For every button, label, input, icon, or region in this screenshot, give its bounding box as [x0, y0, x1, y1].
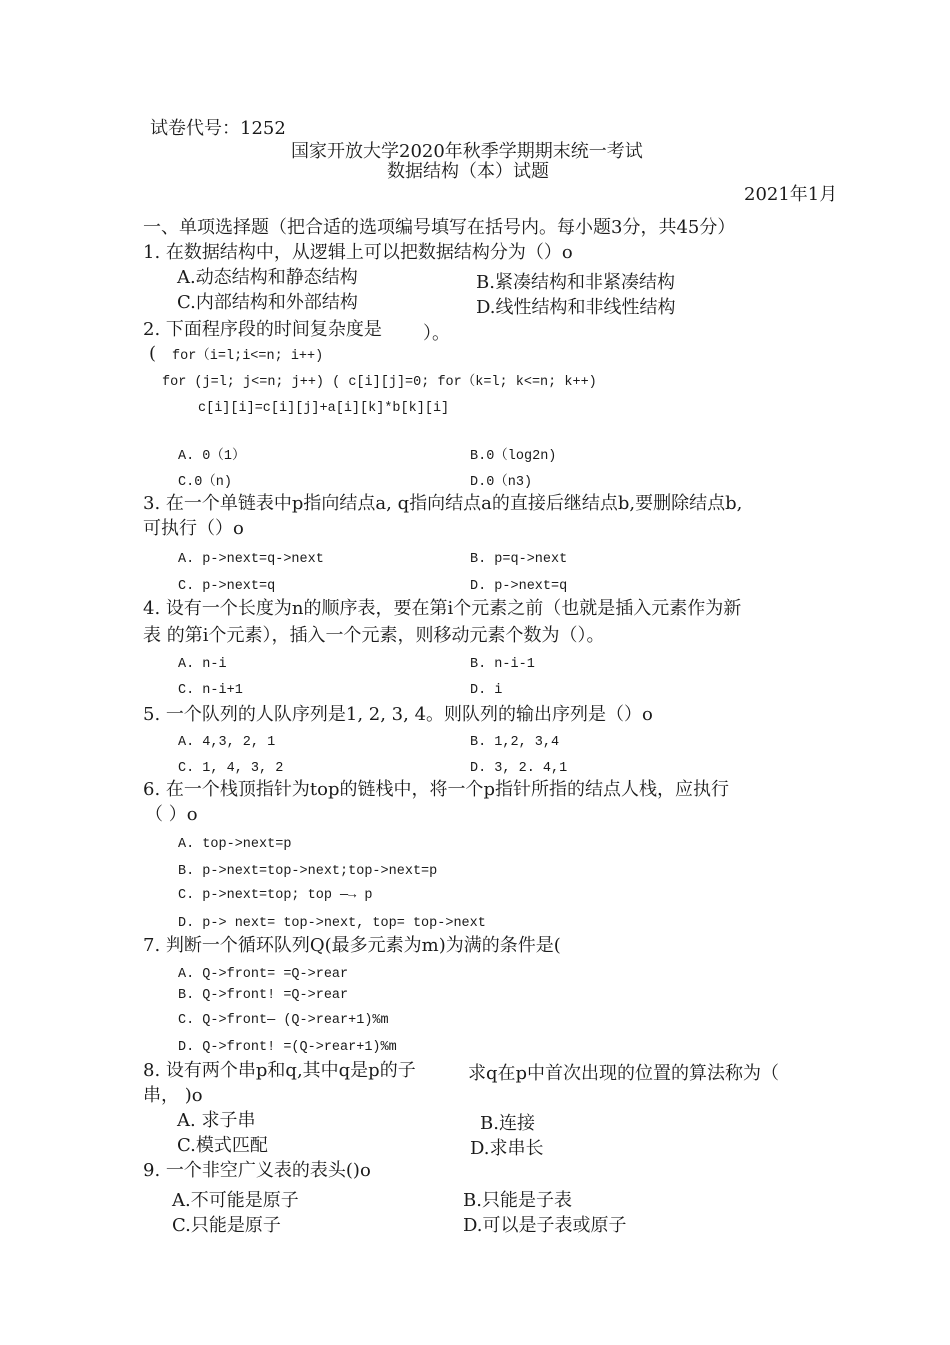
q1-option-d: D.线性结构和非线性结构 — [476, 297, 676, 318]
subject-title: 数据结构（本）试题 — [387, 161, 549, 182]
q9-stem: 9. 一个非空广义表的表头()o — [143, 1160, 371, 1181]
q5-option-b: B. 1,2, 3,4 — [470, 735, 560, 750]
q2-code-line-1: for（i=l;i<=n; i++) — [172, 349, 324, 364]
q6-option-c: C. p->next=top; top —→ p — [178, 888, 373, 903]
q6-option-b: B. p->next=top->next;top->next=p — [178, 864, 438, 879]
q7-stem: 7. 判断一个循环队列Q(最多元素为m)为满的条件是( — [143, 935, 561, 956]
q4-option-d: D. i — [470, 683, 503, 698]
q4-option-a: A. n-i — [178, 657, 227, 672]
q3-stem-line-1: 3. 在一个单链表中p指向结点a, q指向结点a的直接后继结点b,要删除结点b, — [143, 493, 743, 514]
q6-stem-line-1: 6. 在一个栈顶指针为top的链栈中，将一个p指针所指的结点人栈，应执行 — [143, 779, 730, 800]
q8-stem-line-2: 串， )o — [143, 1085, 203, 1106]
q6-option-d: D. p-> next= top->next, top= top->next — [178, 916, 486, 931]
q5-option-a: A. 4,3, 2, 1 — [178, 735, 276, 750]
q2-option-a: A. 0（1） — [178, 449, 246, 464]
q2-option-d: D.0（n3) — [470, 475, 533, 490]
q9-option-c: C.只能是原子 — [172, 1215, 281, 1236]
q9-option-a: A.不可能是原子 — [172, 1190, 299, 1211]
q2-option-c: C.0（n) — [178, 475, 233, 490]
q4-option-b: B. n-i-1 — [470, 657, 535, 672]
q3-stem-line-2: 可执行（）o — [143, 518, 244, 539]
q4-option-c: C. n-i+1 — [178, 683, 243, 698]
q3-option-b: B. p=q->next — [470, 552, 568, 567]
q7-option-d: D. Q->front! =(Q->rear+1)%m — [178, 1040, 397, 1055]
q2-paren: ( — [149, 343, 157, 364]
q7-option-b: B. Q->front! =Q->rear — [178, 988, 349, 1003]
paper-code: 试卷代号：1252 — [150, 118, 286, 139]
q2-stem: 2. 下面程序段的时间复杂度是 — [143, 319, 382, 340]
q1-option-b: B.紧凑结构和非紧凑结构 — [476, 272, 675, 293]
q8-option-a: A. 求子串 — [177, 1110, 256, 1131]
q8-stem-line-1b: 求q在p中首次出现的位置的算法称为（ — [468, 1063, 780, 1084]
q1-option-c: C.内部结构和外部结构 — [177, 292, 358, 313]
q5-option-c: C. 1, 4, 3, 2 — [178, 761, 284, 776]
q4-stem-line-1: 4. 设有一个长度为n的顺序表，要在第i个元素之前（也就是插入元素作为新 — [143, 598, 742, 619]
exam-title: 国家开放大学2020年秋季学期期末统一考试 — [291, 141, 643, 162]
q2-stem-tail: ）。 — [423, 323, 450, 344]
q3-option-d: D. p->next=q — [470, 579, 568, 594]
section-heading: 一、单项选择题（把合适的选项编号填写在括号内。每小题3分，共45分） — [143, 217, 736, 238]
q2-code-line-3: c[i][i]=c[i][j]+a[i][k]*b[k][i] — [198, 401, 450, 416]
q1-option-a: A.动态结构和静态结构 — [177, 267, 358, 288]
q8-stem-line-1a: 8. 设有两个串p和q,其中q是p的子 — [143, 1060, 416, 1081]
q9-option-b: B.只能是子表 — [463, 1190, 572, 1211]
q8-option-b: B.连接 — [480, 1113, 535, 1134]
q8-option-c: C.模式匹配 — [177, 1135, 268, 1156]
q7-option-c: C. Q->front— (Q->rear+1)%m — [178, 1013, 389, 1028]
q6-stem-line-2: （ ）o — [145, 804, 198, 825]
q2-option-b: B.0（log2n) — [470, 449, 557, 464]
q5-option-d: D. 3, 2. 4,1 — [470, 761, 568, 776]
q5-stem: 5. 一个队列的人队序列是1, 2, 3, 4。则队列的输出序列是（）o — [143, 704, 653, 725]
q4-stem-line-2: 表 的第i个元素），插入一个元素，则移动元素个数为（）。 — [143, 625, 605, 646]
q3-option-a: A. p->next=q->next — [178, 552, 324, 567]
q3-option-c: C. p->next=q — [178, 579, 276, 594]
q7-option-a: A. Q->front= =Q->rear — [178, 967, 349, 982]
q1-stem: 1. 在数据结构中，从逻辑上可以把数据结构分为（）o — [143, 242, 573, 263]
q8-option-d: D.求串长 — [470, 1138, 544, 1159]
exam-date: 2021年1月 — [744, 184, 838, 205]
q6-option-a: A. top->next=p — [178, 837, 292, 852]
q2-code-line-2: for (j=l; j<=n; j++) ( c[i][j]=0; for（k=l; k<=n; k++) — [162, 375, 597, 390]
q9-option-d: D.可以是子表或原子 — [463, 1215, 627, 1236]
